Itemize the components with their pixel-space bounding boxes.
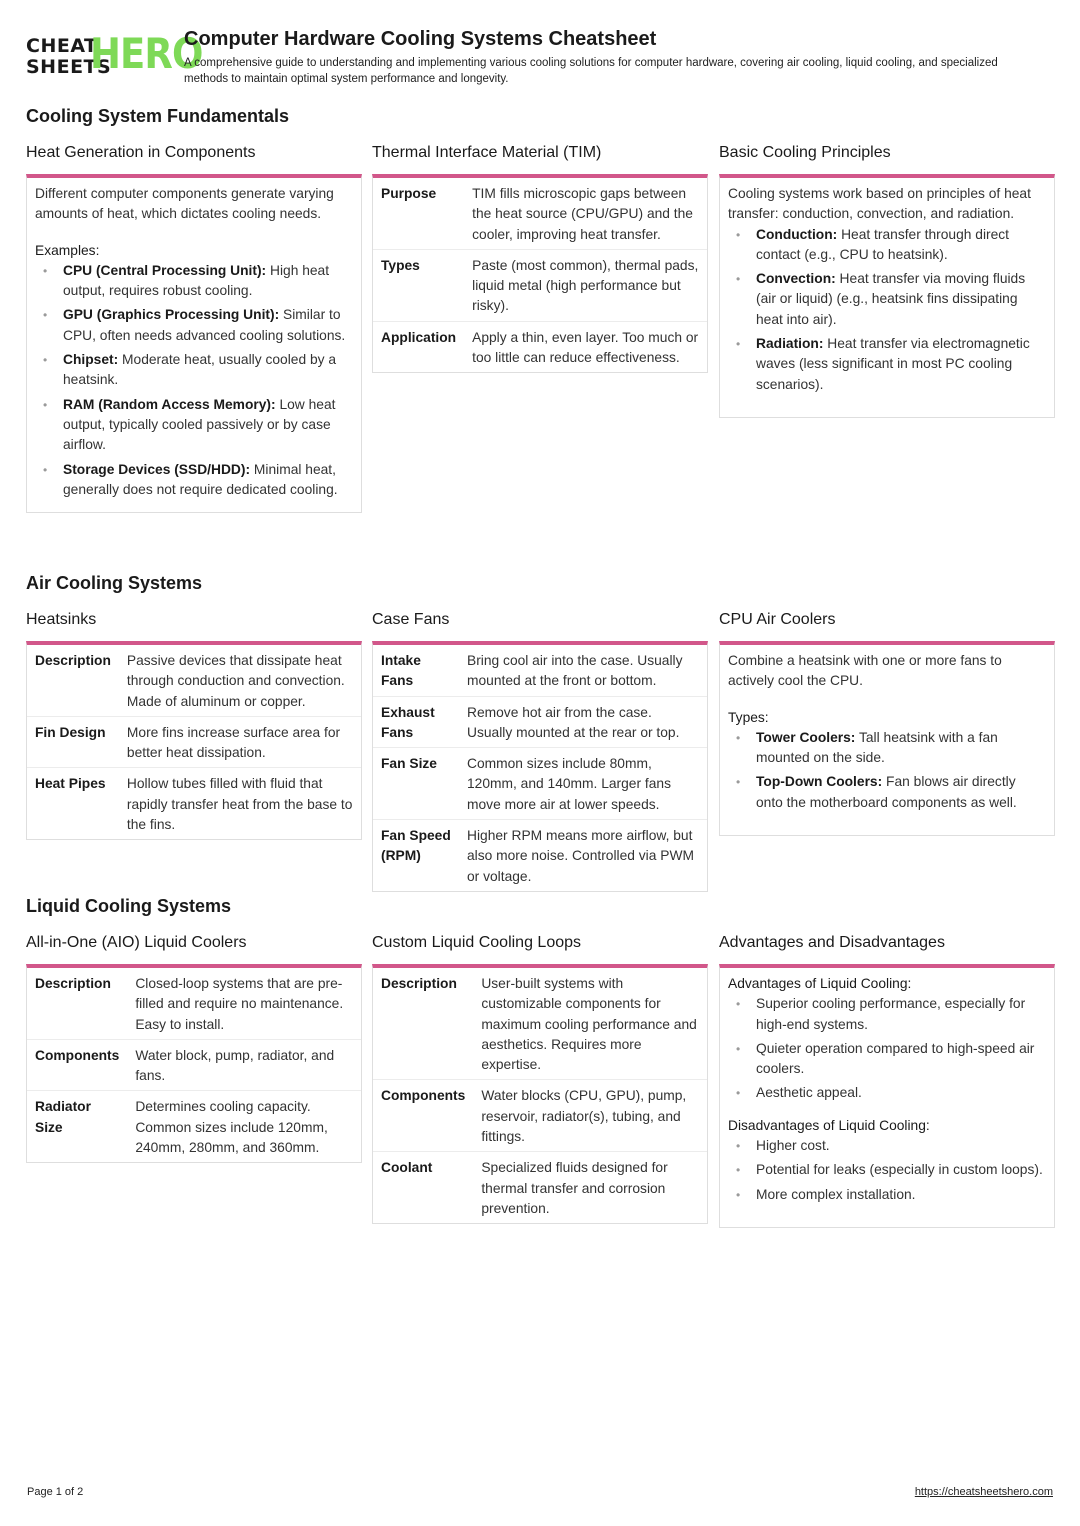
list-item: • GPU (Graphics Processing Unit): Similar to CPU, often needs advanced cooling solutions. — [35, 305, 353, 346]
block-title: Thermal Interface Material (TIM) — [372, 144, 602, 161]
block-title: CPU Air Coolers — [719, 611, 836, 628]
page-subtitle: A comprehensive guide to understanding and implementing various cooling solutions for computer hardware, covering air cooling, liquid cooling, and specialized methods to maintain optimal system performance and longevity. — [184, 57, 998, 85]
fans-table — [373, 645, 707, 891]
table-row: Description User-built systems with customizable components for maximum cooling performance and aesthetics. Requires more expertise. — [381, 976, 697, 1073]
list-item: • Potential for leaks (especially in custom loops). — [728, 1160, 1046, 1180]
page-header — [26, 28, 1056, 88]
heat-list — [35, 261, 353, 500]
list-item: • CPU (Central Processing Unit): High heat output, requires robust cooling. — [35, 261, 353, 302]
logo-line2: SHEETS — [26, 56, 112, 78]
types-label: Types: — [728, 709, 769, 725]
principles-card — [719, 174, 1055, 418]
list-item: • Aesthetic appeal. — [728, 1083, 1046, 1103]
list-item: • Conduction: Heat transfer through direct contact (e.g., CPU to heatsink). — [728, 225, 1046, 266]
table-row: Components Water blocks (CPU, GPU), pump, reservoir, radiator(s), tubing, and fittings. — [373, 1080, 707, 1152]
table-row: Fan Size Common sizes include 80mm, 120mm, and 140mm. Larger fans move more air at lower speeds. — [373, 748, 707, 820]
site-link[interactable]: https://cheatsheetshero.com — [914, 1486, 1053, 1498]
table-row: Radiator Size Determines cooling capacity. Common sizes include 120mm, 240mm, 280mm, and 360mm. — [27, 1091, 361, 1162]
table-row: Types Paste (most common), thermal pads, liquid metal (high performance but risky). — [373, 249, 707, 321]
block-title: Basic Cooling Principles — [719, 144, 891, 161]
list-item: • Tower Coolers: Tall heatsink with a fan mounted on the side. — [728, 728, 1046, 769]
list-item: • Radiation: Heat transfer via electromagnetic waves (less significant in most PC cooling scenarios). — [728, 334, 1046, 395]
block-case-fans — [372, 609, 708, 892]
cpu-list — [728, 728, 1046, 813]
table-row: Components Water block, pump, radiator, and fans. — [27, 1039, 361, 1091]
disadvantages-list — [728, 1136, 1046, 1205]
block-pros-cons — [719, 932, 1055, 1228]
aio-card — [26, 964, 362, 1163]
table-row: Intake Fans Bring cool air into the case. Usually mounted at the front or bottom. — [381, 653, 683, 689]
disadvantages-label: Disadvantages of Liquid Cooling: — [728, 1117, 930, 1133]
heat-card — [26, 174, 362, 513]
cpu-lead: Combine a heatsink with one or more fans to actively cool the CPU. — [728, 653, 1002, 689]
list-item: • More complex installation. — [728, 1185, 1046, 1205]
cpu-card — [719, 641, 1055, 836]
custom-table — [373, 968, 707, 1223]
block-aio — [26, 932, 362, 1163]
block-title: Heat Generation in Components — [26, 144, 256, 161]
list-item: • RAM (Random Access Memory): Low heat output, typically cooled passively or by case airflow. — [35, 395, 353, 456]
table-row: Exhaust Fans Remove hot air from the case. Usually mounted at the rear or top. — [373, 696, 707, 748]
heat-lead: Different computer components generate varying amounts of heat, which dictates cooling needs. — [35, 186, 334, 222]
heatsinks-table — [27, 645, 361, 839]
list-item: • Storage Devices (SSD/HDD): Minimal heat, generally does not require dedicated cooling. — [35, 460, 353, 501]
table-row: Description Closed-loop systems that are pre-filled and require no maintenance. Easy to install. — [35, 976, 344, 1032]
list-item: • Superior cooling performance, especially for high-end systems. — [728, 994, 1046, 1035]
heatsinks-card — [26, 641, 362, 840]
list-item: • Chipset: Moderate heat, usually cooled by a heatsink. — [35, 350, 353, 391]
logo-hero: HERO — [90, 29, 203, 78]
custom-card — [372, 964, 708, 1224]
page-title: Computer Hardware Cooling Systems Cheatsheet — [184, 28, 657, 50]
page-number: Page 1 of 2 — [27, 1486, 84, 1498]
table-row: Description Passive devices that dissipate heat through conduction and convection. Made of aluminum or copper. — [35, 653, 345, 709]
table-row: Coolant Specialized fluids designed for thermal transfer and corrosion prevention. — [373, 1152, 707, 1223]
list-item: • Quieter operation compared to high-speed air coolers. — [728, 1039, 1046, 1080]
block-title: Advantages and Disadvantages — [719, 934, 945, 951]
section-title-fundamentals: Cooling System Fundamentals — [26, 106, 290, 126]
tim-card — [372, 174, 708, 373]
list-item: • Convection: Heat transfer via moving fluids (air or liquid) (e.g., heatsink fins dissipating heat into air). — [728, 269, 1046, 330]
examples-label: Examples: — [35, 242, 100, 258]
advantages-label: Advantages of Liquid Cooling: — [728, 976, 912, 991]
table-row: Application Apply a thin, even layer. Too much or too little can reduce effectiveness. — [373, 321, 707, 372]
block-tim — [372, 142, 708, 373]
table-row: Fin Design More fins increase surface area for better heat dissipation. — [27, 716, 361, 768]
block-cpu-coolers — [719, 609, 1055, 836]
table-row: Heat Pipes Hollow tubes filled with fluid that rapidly transfer heat from the base to the fins. — [27, 768, 361, 839]
section-title-liquid: Liquid Cooling Systems — [26, 896, 232, 916]
block-principles — [719, 142, 1055, 418]
list-item: • Higher cost. — [728, 1136, 1046, 1156]
section-title-air: Air Cooling Systems — [26, 573, 203, 593]
advantages-list — [728, 994, 1046, 1103]
table-row: Fan Speed (RPM) Higher RPM means more airflow, but also more noise. Controlled via PWM or voltage. — [373, 820, 707, 891]
block-heatsinks — [26, 609, 362, 840]
table-row: Purpose TIM fills microscopic gaps between the heat source (CPU/GPU) and the cooler, improving heat transfer. — [381, 186, 693, 242]
block-title: All-in-One (AIO) Liquid Coolers — [26, 934, 247, 951]
block-title: Case Fans — [372, 611, 450, 628]
cheatsheetshero-logo[interactable] — [26, 29, 203, 80]
principles-list — [728, 225, 1046, 395]
list-item: • Top-Down Coolers: Fan blows air directly onto the motherboard components as well. — [728, 772, 1046, 813]
principles-lead: Cooling systems work based on principles of heat transfer: conduction, convection, and radiation. — [728, 186, 1031, 222]
block-custom-loops — [372, 932, 708, 1224]
fans-card — [372, 641, 708, 892]
block-title: Custom Liquid Cooling Loops — [372, 934, 582, 951]
tim-table — [373, 178, 707, 372]
aio-table — [27, 968, 361, 1162]
proscons-card — [719, 964, 1055, 1228]
block-heat-generation — [26, 142, 362, 513]
logo-line1: CHEAT — [26, 35, 98, 57]
block-title: Heatsinks — [26, 611, 97, 628]
